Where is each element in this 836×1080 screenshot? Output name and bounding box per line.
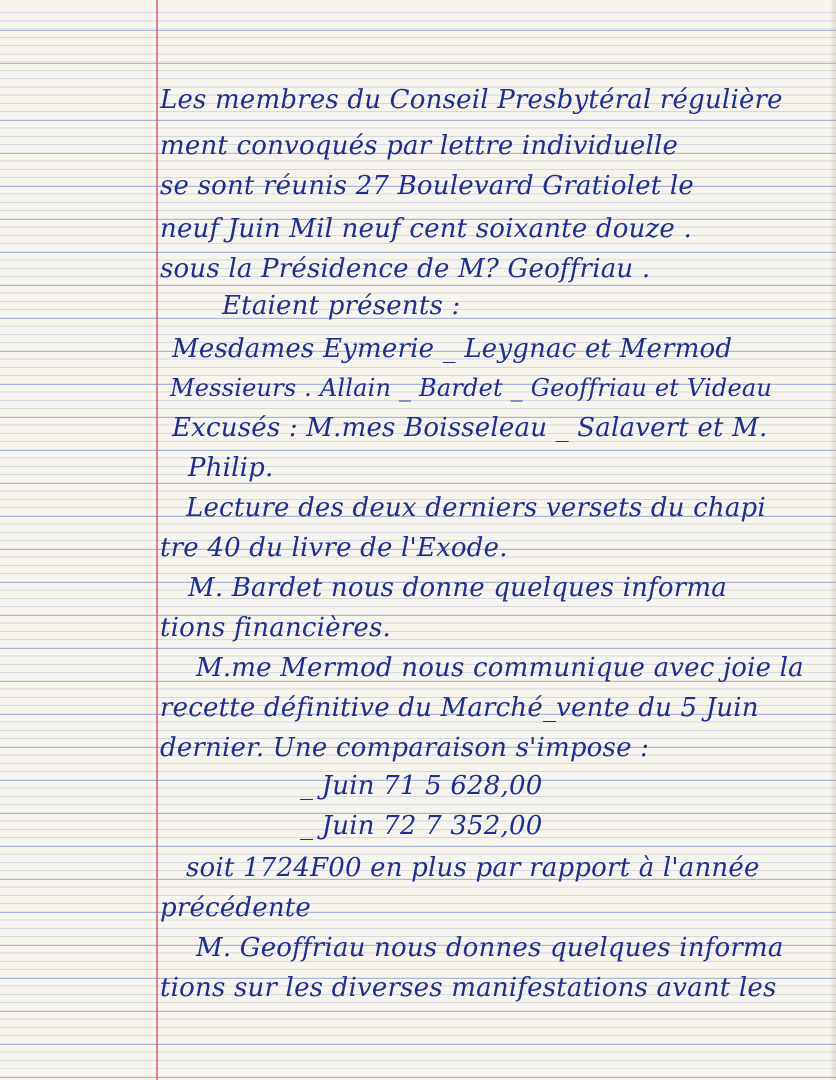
handwritten-line: sous la Présidence de M? Geoffriau . <box>160 254 651 284</box>
handwritten-line: soit 1724F00 en plus par rapport à l'année <box>186 853 760 883</box>
handwritten-line: tre 40 du livre de l'Exode. <box>160 533 508 563</box>
handwritten-line: Lecture des deux derniers versets du chapi <box>186 493 766 523</box>
handwritten-line: se sont réunis 27 Boulevard Gratiolet le <box>160 171 694 201</box>
handwritten-line: Messieurs . Allain _ Bardet _ Geoffriau et Videau <box>170 374 773 402</box>
handwritten-line: Philip. <box>188 453 274 483</box>
handwritten-line: _ Juin 71 5 628,00 <box>300 771 543 801</box>
handwritten-line: Mesdames Eymerie _ Leygnac et Mermod <box>172 334 733 364</box>
handwritten-line: tions sur les diverses manifestations avant les <box>160 973 777 1003</box>
margin-rule <box>156 0 158 1080</box>
handwritten-line: précédente <box>160 893 312 923</box>
handwritten-line: ment convoqués par lettre individuelle <box>160 131 679 161</box>
handwritten-line: Les membres du Conseil Presbytéral régulière <box>160 85 783 115</box>
handwritten-line: M.me Mermod nous communique avec joie la <box>196 653 804 683</box>
handwritten-line: Excusés : M.mes Boisseleau _ Salavert et M. <box>172 413 768 443</box>
handwritten-line: M. Bardet nous donne quelques informa <box>188 573 727 603</box>
handwritten-line: dernier. Une comparaison s'impose : <box>160 733 650 763</box>
page-edge-shadow <box>830 0 836 1080</box>
handwritten-line: tions financières. <box>160 613 391 643</box>
handwritten-line: neuf Juin Mil neuf cent soixante douze . <box>160 214 692 244</box>
handwritten-line: recette définitive du Marché_vente du 5 Juin <box>160 693 759 723</box>
handwritten-line: Etaient présents : <box>222 291 461 321</box>
handwritten-line: M. Geoffriau nous donnes quelques informa <box>196 933 784 963</box>
handwritten-line: _ Juin 72 7 352,00 <box>300 811 543 841</box>
